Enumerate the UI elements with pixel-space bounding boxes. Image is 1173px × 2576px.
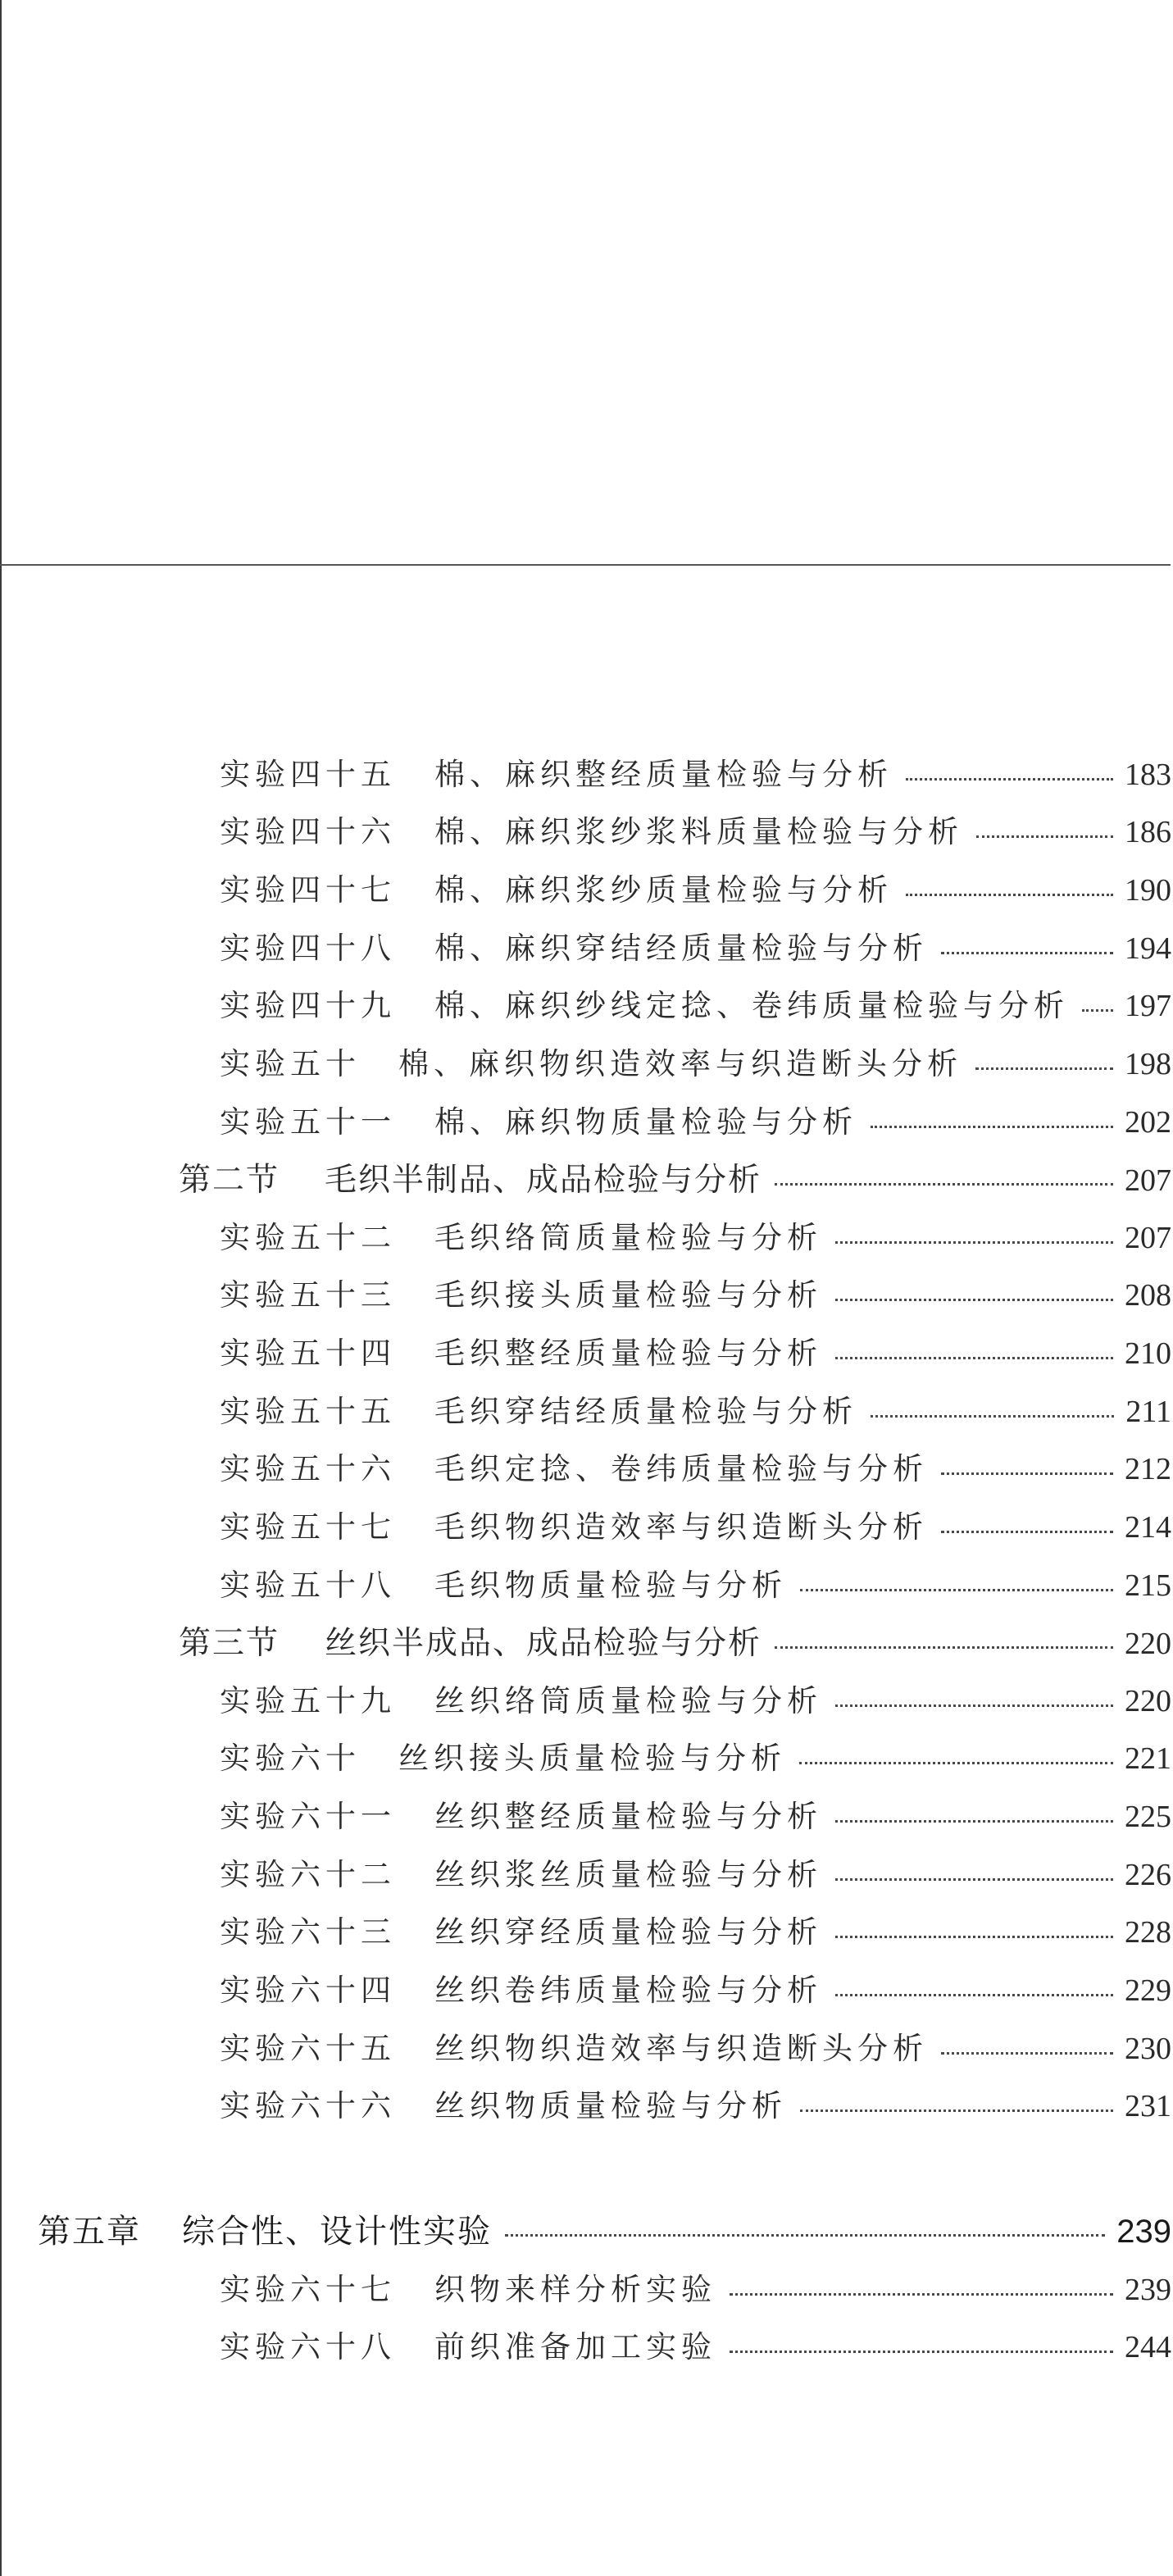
- toc-leader-dots: [941, 2051, 1113, 2055]
- toc-entry-45[interactable]: [220, 749, 1171, 799]
- toc-entry-label: 实验六十三: [220, 1914, 396, 1950]
- toc-entry-60[interactable]: [220, 1733, 1171, 1782]
- toc-entry-label: 实验四十五: [220, 757, 396, 792]
- toc-entry-title: 毛织络筒质量检验与分析: [434, 1220, 822, 1255]
- toc-entry-title: 毛织整经质量检验与分析: [434, 1336, 822, 1371]
- toc-entry-61[interactable]: [220, 1791, 1171, 1841]
- toc-entry-page: 198: [1125, 1047, 1171, 1081]
- toc-entry-51[interactable]: [220, 1097, 1171, 1146]
- toc-leader-dots: [906, 777, 1113, 781]
- toc-entry-page: 211: [1125, 1395, 1171, 1429]
- toc-section-label: 第二节: [179, 1162, 280, 1199]
- toc-entry-52[interactable]: [220, 1213, 1171, 1262]
- toc-entry-label: 实验六十四: [220, 1973, 396, 2008]
- toc-entry-title: 毛织物质量检验与分析: [434, 1568, 787, 1603]
- toc-entry-page: 183: [1125, 758, 1171, 792]
- toc-leader-dots: [505, 2233, 1105, 2237]
- toc-entry-title: 棉、麻织穿结经质量检验与分析: [434, 931, 928, 966]
- toc-entry-title: 丝织穿经质量检验与分析: [434, 1914, 822, 1950]
- toc-entry-63[interactable]: [220, 1907, 1171, 1956]
- toc-leader-dots: [775, 1182, 1113, 1186]
- toc-entry-label: 实验五十: [220, 1046, 361, 1081]
- toc-leader-dots: [730, 2292, 1113, 2296]
- toc-entry-title: 丝织物织造效率与织造断头分析: [434, 2031, 928, 2066]
- toc-entry-title: 毛织定捻、卷纬质量检验与分析: [434, 1451, 928, 1486]
- toc-leader-dots: [941, 1472, 1113, 1475]
- toc-entry-label: 实验六十六: [220, 2088, 396, 2123]
- toc-chapter-page: 239: [1116, 2214, 1171, 2250]
- toc-entry-title: 毛织物织造效率与织造断头分析: [434, 1509, 928, 1545]
- toc-entry-label: 实验六十八: [220, 2329, 396, 2364]
- toc-entry-page: 226: [1125, 1858, 1171, 1892]
- toc-entry-page: 228: [1125, 1915, 1171, 1950]
- toc-entry-title: 毛织接头质量检验与分析: [434, 1277, 822, 1313]
- toc-leader-dots: [941, 951, 1113, 954]
- toc-entry-title: 棉、麻织浆纱浆料质量检验与分析: [434, 814, 963, 849]
- toc-leader-dots: [835, 1704, 1113, 1707]
- page-frame-divider: [0, 564, 1171, 566]
- toc-entry-label: 实验六十七: [220, 2272, 396, 2307]
- toc-leader-dots: [835, 1877, 1113, 1881]
- toc-entry-page: 231: [1125, 2089, 1171, 2123]
- toc-entry-67[interactable]: [220, 2264, 1171, 2314]
- toc-entry-label: 实验五十四: [220, 1336, 396, 1371]
- toc-entry-label: 实验六十: [220, 1741, 361, 1776]
- toc-entry-page: 186: [1125, 815, 1171, 849]
- toc-entry-label: 实验六十二: [220, 1857, 396, 1892]
- toc-entry-label: 实验五十八: [220, 1568, 396, 1603]
- toc-entry-48[interactable]: [220, 923, 1171, 972]
- toc-entry-label: 实验五十七: [220, 1509, 396, 1545]
- toc-leader-dots: [906, 893, 1113, 896]
- toc-entry-title: 丝织接头质量检验与分析: [398, 1741, 786, 1776]
- toc-entry-title: 前织准备加工实验: [434, 2329, 716, 2364]
- toc-entry-page: 214: [1125, 1510, 1171, 1545]
- toc-entry-title: 丝织物质量检验与分析: [434, 2088, 787, 2123]
- toc-entry-title: 棉、麻织物织造效率与织造断头分析: [398, 1046, 962, 1081]
- toc-entry-59[interactable]: [220, 1676, 1171, 1725]
- toc-entry-64[interactable]: [220, 1965, 1171, 2014]
- toc-entry-page: 197: [1125, 989, 1171, 1023]
- toc-leader-dots: [799, 1761, 1113, 1764]
- toc-section-title: 丝织半成品、成品检验与分析: [325, 1625, 762, 1662]
- toc-section-3[interactable]: [179, 1618, 1171, 1667]
- toc-entry-label: 实验五十一: [220, 1104, 396, 1140]
- toc-entry-title: 棉、麻织整经质量检验与分析: [434, 757, 893, 792]
- toc-leader-dots: [871, 1414, 1114, 1418]
- toc-entry-title: 丝织浆丝质量检验与分析: [434, 1857, 822, 1892]
- toc-entry-label: 实验五十二: [220, 1220, 396, 1255]
- toc-leader-dots: [835, 1240, 1113, 1244]
- toc-entry-53[interactable]: [220, 1270, 1171, 1319]
- toc-leader-dots: [835, 1993, 1113, 1996]
- toc-entry-page: 194: [1125, 931, 1171, 966]
- page-frame-left-top: [0, 0, 2, 566]
- toc-entry-page: 210: [1125, 1336, 1171, 1371]
- toc-entry-54[interactable]: [220, 1328, 1171, 1377]
- toc-entry-page: 244: [1125, 2330, 1171, 2364]
- toc-entry-label: 实验五十三: [220, 1277, 396, 1313]
- toc-entry-label: 实验六十五: [220, 2031, 396, 2066]
- toc-leader-dots: [800, 1588, 1113, 1591]
- toc-entry-page: 202: [1125, 1105, 1171, 1140]
- toc-entry-56[interactable]: [220, 1444, 1171, 1493]
- toc-entry-57[interactable]: [220, 1502, 1171, 1551]
- toc-leader-dots: [835, 1935, 1113, 1938]
- toc-entry-68[interactable]: [220, 2322, 1171, 2371]
- toc-entry-62[interactable]: [220, 1850, 1171, 1899]
- toc-section-page: 207: [1125, 1163, 1171, 1198]
- toc-entry-label: 实验六十一: [220, 1799, 396, 1834]
- toc-entry-page: 212: [1125, 1452, 1171, 1486]
- toc-entry-page: 190: [1125, 873, 1171, 908]
- toc-entry-page: 207: [1125, 1221, 1171, 1255]
- toc-entry-65[interactable]: [220, 2023, 1171, 2073]
- toc-leader-dots: [835, 1356, 1113, 1359]
- toc-entry-47[interactable]: [220, 865, 1171, 914]
- toc-entry-title: 丝织整经质量检验与分析: [434, 1799, 822, 1834]
- toc-leader-dots: [975, 1067, 1113, 1070]
- toc-entry-title: 棉、麻织纱线定捻、卷纬质量检验与分析: [434, 988, 1069, 1023]
- toc-leader-dots: [1082, 1008, 1113, 1012]
- toc-entry-page: 208: [1125, 1278, 1171, 1313]
- toc-entry-58[interactable]: [220, 1560, 1171, 1609]
- toc-section-2[interactable]: [179, 1154, 1171, 1204]
- toc-entry-title: 毛织穿结经质量检验与分析: [434, 1394, 857, 1429]
- toc-entry-page: 225: [1125, 1800, 1171, 1834]
- toc-entry-66[interactable]: [220, 2081, 1171, 2130]
- toc-entry-label: 实验四十九: [220, 988, 396, 1023]
- toc-chapter-label: 第五章: [38, 2213, 141, 2251]
- toc-leader-dots: [976, 835, 1113, 838]
- toc-leader-dots: [730, 2350, 1113, 2353]
- toc-entry-title: 织物来样分析实验: [434, 2272, 716, 2307]
- toc-entry-page: 215: [1125, 1568, 1171, 1603]
- toc-entry-title: 棉、麻织物质量检验与分析: [434, 1104, 857, 1140]
- toc-leader-dots: [775, 1645, 1113, 1649]
- toc-entry-label: 实验五十九: [220, 1683, 396, 1718]
- toc-entry-title: 丝织卷纬质量检验与分析: [434, 1973, 822, 2008]
- toc-leader-dots: [941, 1530, 1113, 1533]
- toc-entry-page: 230: [1125, 2032, 1171, 2066]
- page-frame-left-bottom: [0, 566, 2, 2576]
- toc-entry-label: 实验五十五: [220, 1394, 396, 1429]
- toc-leader-dots: [835, 1819, 1113, 1823]
- toc-entry-label: 实验四十八: [220, 931, 396, 966]
- toc-entry-page: 220: [1125, 1684, 1171, 1718]
- toc-entry-46[interactable]: [220, 807, 1171, 856]
- toc-entry-50[interactable]: [220, 1039, 1171, 1088]
- toc-leader-dots: [835, 1298, 1113, 1301]
- toc-leader-dots: [800, 2109, 1113, 2112]
- toc-entry-55[interactable]: [220, 1386, 1171, 1436]
- toc-entry-page: 221: [1125, 1741, 1171, 1776]
- toc-entry-label: 实验四十七: [220, 872, 396, 908]
- toc-entry-label: 实验五十六: [220, 1451, 396, 1486]
- toc-entry-title: 棉、麻织浆纱质量检验与分析: [434, 872, 893, 908]
- toc-entry-label: 实验四十六: [220, 814, 396, 849]
- toc-entry-49[interactable]: [220, 981, 1171, 1030]
- toc-entry-page: 229: [1125, 1973, 1171, 2008]
- toc-entry-page: 239: [1125, 2273, 1171, 2307]
- toc-section-page: 220: [1125, 1627, 1171, 1661]
- toc-entry-title: 丝织络筒质量检验与分析: [434, 1683, 822, 1718]
- toc-leader-dots: [871, 1125, 1113, 1128]
- toc-section-label: 第三节: [179, 1625, 280, 1662]
- toc-chapter-title: 综合性、设计性实验: [182, 2213, 492, 2251]
- toc-chapter-5[interactable]: [38, 2205, 1171, 2255]
- toc-section-title: 毛织半制品、成品检验与分析: [325, 1162, 762, 1199]
